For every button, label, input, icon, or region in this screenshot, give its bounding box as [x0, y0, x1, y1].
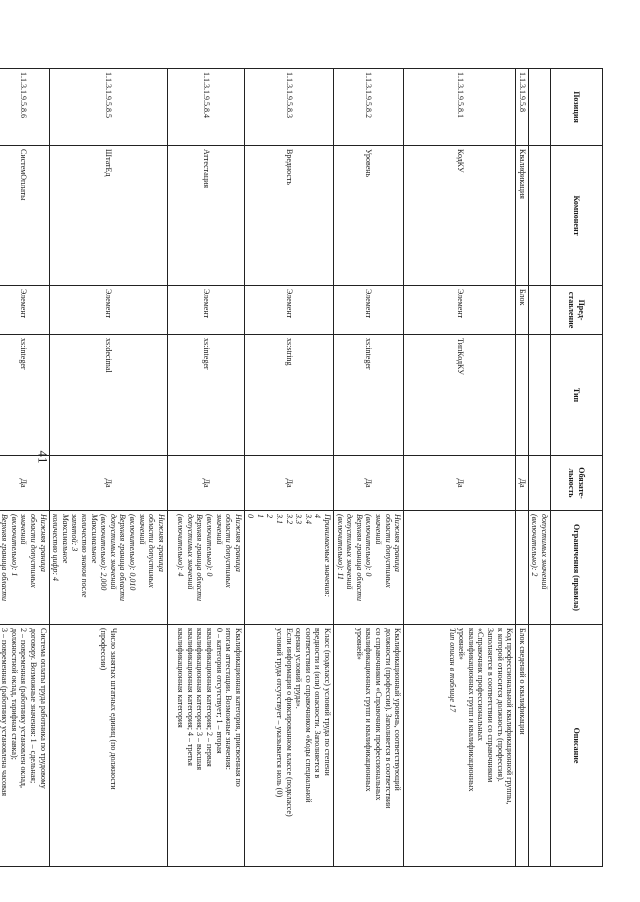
limitation-line: запятой: 3 — [70, 514, 80, 552]
limitation-line: количество цифр: 4 — [51, 514, 61, 582]
cell-component: Уровень — [334, 146, 404, 286]
limitation-line: 3.1 — [275, 514, 285, 524]
limitation-line: Максимальное — [60, 514, 70, 564]
limitation-line: области допустимых — [224, 514, 234, 588]
cell-mandatory: Да — [516, 456, 529, 511]
cell-type: xs:integer — [0, 335, 49, 456]
description-line: 2 – повременная (работнику установлен оклад, — [19, 628, 29, 788]
limitation-line: (включительно): 4 — [176, 514, 186, 577]
component-table — [0, 68, 603, 867]
table-row — [49, 69, 167, 867]
description-line: Класс (подкласс) условий труда по степени — [323, 628, 333, 776]
description-line: Квалификационная категория, присвоенная по — [233, 628, 243, 787]
description-line: 0 – категория отсутствует; 1 – вторая — [214, 628, 224, 754]
description-line: квалификационных групп и квалификационных — [466, 628, 476, 792]
limitation-line: (включительно): 2,000 — [99, 514, 109, 591]
cell-position: 1.1.3.1.9.5.8.2 — [334, 69, 404, 146]
header-component: Компонент — [551, 146, 603, 286]
header-position: Позиция — [551, 69, 603, 146]
limitation-line: допустимых значений — [185, 514, 195, 590]
description-line: квалификационная категория; 2 – первая — [204, 628, 214, 767]
table-row — [167, 69, 244, 867]
header-type: Тип — [551, 335, 603, 456]
limitation-line: допустимых значений — [108, 514, 118, 590]
cell-limitations — [49, 511, 167, 625]
limitation-line: допустимых значений — [345, 514, 355, 590]
limitation-line: Нижняя граница — [156, 514, 166, 572]
cell-description — [528, 625, 550, 867]
cell-position: 1.1.3.1.9.5.8.1 — [404, 69, 516, 146]
description-line: к которой относится должность (профессия). — [495, 628, 505, 782]
description-line: квалификационная категория — [176, 628, 186, 728]
description-line: договору. Возможные значения: 1 – сдельная; — [29, 628, 38, 784]
description-line: оценки условий труда». — [294, 628, 304, 709]
description-line: квалификационная категория; 3 – высшая — [195, 628, 205, 771]
cell-representation: Элемент — [0, 286, 49, 335]
cell-type: xs:integer — [167, 335, 244, 456]
cell-mandatory: Да — [334, 456, 404, 511]
cell-type: ТипКодКУ — [404, 335, 516, 456]
cell-description — [334, 625, 404, 867]
cell-mandatory: Да — [167, 456, 244, 511]
limitation-line: Верхняя граница области — [118, 514, 128, 602]
description-line: итогам аттестации. Возможные значения: — [224, 628, 234, 770]
cell-limitations — [244, 511, 333, 625]
cell-description — [0, 625, 49, 867]
cell-description — [244, 625, 333, 867]
cell-mandatory: Да — [49, 456, 167, 511]
header-limitations: Ограничения (правила) — [551, 511, 603, 625]
cell-description — [404, 625, 516, 867]
header-description: Описание — [551, 625, 603, 867]
description-line: уровней» — [457, 628, 467, 660]
limitation-line: (включительно): 0 — [364, 514, 374, 577]
limitation-line: Максимальное — [89, 514, 99, 564]
limitation-line: значений — [214, 514, 224, 545]
cell-position — [528, 69, 550, 146]
table-row — [528, 69, 550, 867]
cell-description — [167, 625, 244, 867]
description-line: Число занятых штатных единиц (по должности — [108, 628, 118, 790]
limitation-line: 0 — [246, 514, 256, 518]
description-line: Код профессиональной квалификационной группы, — [505, 628, 515, 805]
limitation-line: (включительно): 2 — [530, 514, 540, 577]
description-line: квалификационных групп и квалификационных — [364, 628, 374, 792]
limitation-line: области допустимых — [147, 514, 157, 588]
cell-position: 1.1.3.1.9.5.8.5 — [49, 69, 167, 146]
description-line: должности (профессии). Заполняется в соответствии — [383, 628, 393, 809]
table-header-row — [551, 69, 603, 867]
description-line: Если информация о фиксированном классе (подклассе) — [284, 628, 294, 817]
cell-representation: Элемент — [49, 286, 167, 335]
cell-representation: Блок — [516, 286, 529, 335]
description-line: должностной оклад, тарифная ставка); — [9, 628, 19, 760]
limitation-line: (включительно): 11 — [335, 514, 345, 580]
cell-type — [528, 335, 550, 456]
cell-representation: Элемент — [167, 286, 244, 335]
description-line: «Справочник профессиональных — [476, 628, 486, 741]
limitation-line: Верхняя граница области — [195, 514, 205, 602]
limitation-line: области допустимых — [383, 514, 393, 588]
cell-component — [528, 146, 550, 286]
cell-mandatory: Да — [244, 456, 333, 511]
cell-position: 1.1.3.1.9.5.8 — [516, 69, 529, 146]
description-line: (профессии) — [99, 628, 109, 671]
cell-component: СистемОплаты — [0, 146, 49, 286]
limitation-line: Нижняя граница — [233, 514, 243, 572]
table-row — [516, 69, 529, 867]
page-number: 41 — [35, 450, 51, 464]
description-line: Квалификационный уровень, соответствующий — [393, 628, 403, 791]
limitation-line: значений — [374, 514, 384, 545]
cell-position: 1.1.3.1.9.5.8.4 — [167, 69, 244, 146]
cell-limitations — [404, 511, 516, 625]
limitation-line: Нижняя граница — [393, 514, 403, 572]
description-line: уровней» — [354, 628, 364, 660]
table-row — [404, 69, 516, 867]
limitation-line: 3.3 — [294, 514, 304, 524]
description-line: квалификационная категория; 4 – третья — [185, 628, 195, 766]
limitation-line: количество знаков после — [79, 514, 89, 598]
limitation-line: (включительно): 1 — [9, 514, 19, 577]
limitation-line: 4 — [313, 514, 323, 518]
cell-component: Аттестация — [167, 146, 244, 286]
header-mandatory: Обязате-льность — [551, 456, 603, 511]
limitation-line: 2 — [265, 514, 275, 518]
cell-representation: Элемент — [334, 286, 404, 335]
limitation-line: 3.4 — [303, 514, 313, 524]
limitation-line: Принимаемые значения: — [323, 514, 333, 597]
cell-limitations — [516, 511, 529, 625]
description-line: вредности и (или) опасности. Заполняется в — [313, 628, 323, 779]
description-line: Заполняется в соответствии со справочником — [486, 628, 496, 783]
limitation-line: (включительно): 0 — [204, 514, 214, 577]
cell-mandatory: Да — [404, 456, 516, 511]
description-line: Система оплаты труда работника по трудовому — [38, 628, 48, 789]
limitation-line: (включительно): 0,010 — [127, 514, 137, 591]
cell-type: xs:string — [244, 335, 333, 456]
table-row — [244, 69, 333, 867]
cell-component: Квалификация — [516, 146, 529, 286]
cell-component: ШтатЕд — [49, 146, 167, 286]
limitation-line: Верхняя граница области — [354, 514, 364, 602]
limitation-line: Нижняя граница — [38, 514, 48, 572]
header-representation: Пред-ставление — [551, 286, 603, 335]
limitation-line: допустимых значений — [540, 514, 549, 590]
cell-position: 1.1.3.1.9.5.8.6 — [0, 69, 49, 146]
table-row — [334, 69, 404, 867]
cell-limitations — [0, 511, 49, 625]
cell-mandatory — [528, 456, 550, 511]
description-line: Тип описан в таблице 17 — [447, 628, 457, 712]
limitation-line: значений — [19, 514, 29, 545]
limitation-line: 3.2 — [284, 514, 294, 524]
cell-limitations — [528, 511, 550, 625]
description-line: 3 – повременная (работнику установлена часовая — [0, 628, 10, 797]
cell-position: 1.1.3.1.9.5.8.3 — [244, 69, 333, 146]
cell-representation — [528, 286, 550, 335]
cell-description — [49, 625, 167, 867]
cell-component: Вредность — [244, 146, 333, 286]
table-row — [0, 69, 49, 867]
cell-representation: Элемент — [404, 286, 516, 335]
cell-limitations — [167, 511, 244, 625]
description-line: соответствии со справочником «Коды специальной — [303, 628, 313, 803]
description-line: условий труда отсутствует – указывается ноль (0) — [275, 628, 285, 798]
limitation-line: Верхняя граница области — [0, 514, 10, 602]
cell-component: КодКУ — [404, 146, 516, 286]
cell-representation: Элемент — [244, 286, 333, 335]
limitation-line: значений — [137, 514, 147, 545]
cell-description — [516, 625, 529, 867]
cell-type — [516, 335, 529, 456]
cell-limitations — [334, 511, 404, 625]
description-line: со справочником «Справочник профессиональных — [374, 628, 384, 801]
description-line: Блок сведений о квалификации — [517, 628, 527, 735]
limitation-line: 1 — [255, 514, 265, 518]
cell-type: xs:decimal — [49, 335, 167, 456]
limitation-line: области допустимых — [29, 514, 38, 588]
cell-type: xs:integer — [334, 335, 404, 456]
cell-mandatory: Да — [0, 456, 49, 511]
